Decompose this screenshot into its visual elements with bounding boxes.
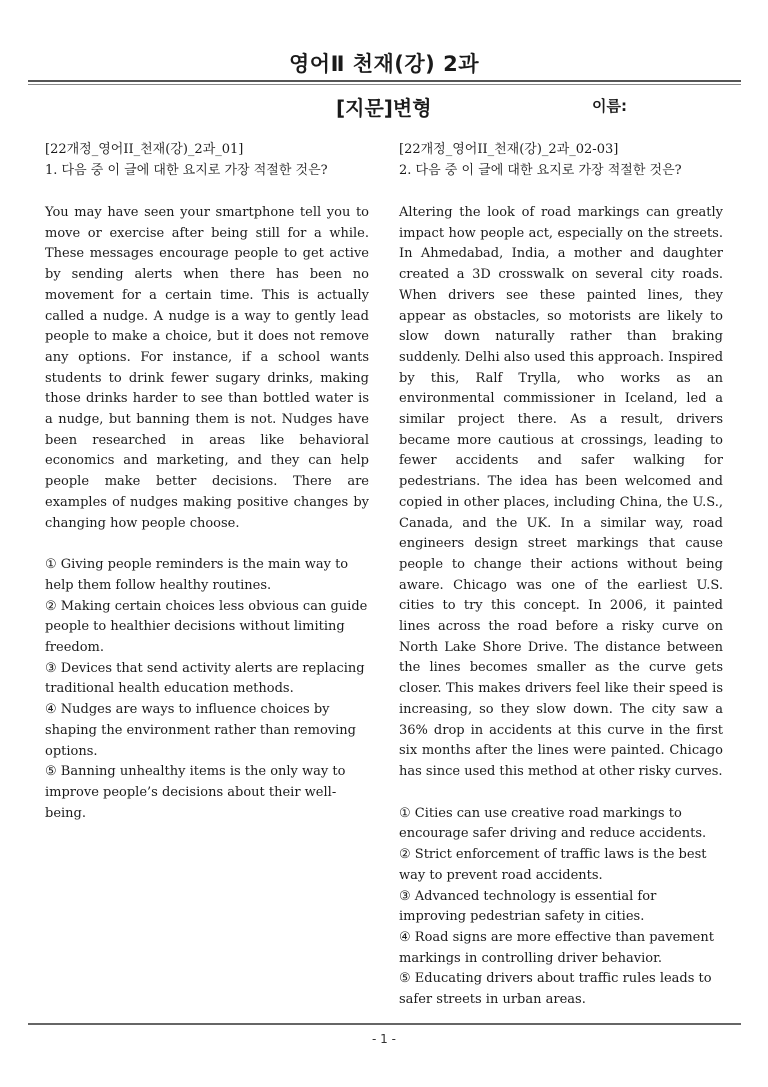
answer-option: ④ Nudges are ways to influence choices by shaping the environment rather than removing options. [45,702,356,759]
answer-option: ③ Advanced technology is essential for improving pedestrian safety in cities. [399,888,657,925]
right-column [399,140,723,1011]
question-code: [22개정_영어II_천재(강)_2과_02-03] [399,142,619,157]
answer-options [45,555,369,824]
question-code: [22개정_영어II_천재(강)_2과_01] [45,142,244,157]
reading-passage: You may have seen your smartphone tell you to move or exercise after being still for a while. These messages encourage people to get active by sending alerts when there has been no movement for a certain time. This is actually called a nudge. A nudge is a way to gently lead people to make a choice, but it does not remove any options. For instance, if a school wants students to drink fewer sugary drinks, making those drinks harder to see than bottled water is a nudge, but banning them is not. Nudges have been researched in areas like behavioral economics and marketing, and they can help people make better decisions. There are examples of nudges making positive changes by changing how people choose. [45,205,369,531]
answer-option: ⑤ Banning unhealthy items is the only way to improve people’s decisions about their well-being. [45,764,346,821]
answer-options [399,804,723,1011]
question-prompt: 2. 다음 중 이 글에 대한 요지로 가장 적절한 것은? [399,162,682,178]
worksheet-subtitle: [지문]변형 [336,96,432,120]
title-divider [28,80,741,82]
footer-divider [28,1023,741,1025]
answer-option: ① Cities can use creative road markings to encourage safer driving and reduce accidents. [399,805,707,842]
reading-passage: Altering the look of road markings can greatly impact how people act, especially on the streets. In Ahmedabad, India, a mother and daughter created a 3D crosswalk on several city roads. When drivers see these painted lines, they appear as obstacles, so motorists are likely to slow down naturally rather than braking suddenly. Delhi also used this approach. Inspired by this, Ralf Trylla, who works as an environmental commissioner in Iceland, led a similar project there. As a result, drivers became more cautious at crossings, leading to fewer accidents and safer walking for pedestrians. The idea has been welcomed and copied in other places, including China, the U.S., Canada, and the UK. In a similar way, road engineers design street markings that cause people to change their actions without being aware. Chicago was one of the earliest U.S. cities to try this concept. In 2006, it painted lines across the road before a risky curve on North Lake Shore Drive. The distance between the lines becomes smaller as the curve gets closer. This makes drivers feel like their speed is increasing, so they slow down. The city saw a 36% drop in accidents at this curve in the first six months after the lines were painted. Chicago has since used this method at other risky curves. [399,205,724,779]
title-divider-thin [28,84,741,85]
answer-option: ③ Devices that send activity alerts are replacing traditional health education methods. [45,660,365,697]
left-column [45,140,369,824]
page-number: - 1 - [372,1032,396,1046]
answer-option: ④ Road signs are more effective than pavement markings in controlling driver behavior. [399,929,714,966]
answer-option: ② Making certain choices less obvious can guide people to healthier decisions without limiting freedom. [45,598,368,656]
answer-option: ① Giving people reminders is the main way to help them follow healthy routines. [45,557,349,593]
answer-option: ② Strict enforcement of traffic laws is the best way to prevent road accidents. [399,847,707,883]
answer-option: ⑤ Educating drivers about traffic rules leads to safer streets in urban areas. [399,971,712,1008]
question-prompt: 1. 다음 중 이 글에 대한 요지로 가장 적절한 것은? [45,162,328,178]
name-field-label: 이름: [592,97,627,115]
page-title: 영어Ⅱ 천재(강) 2과 [289,52,479,76]
